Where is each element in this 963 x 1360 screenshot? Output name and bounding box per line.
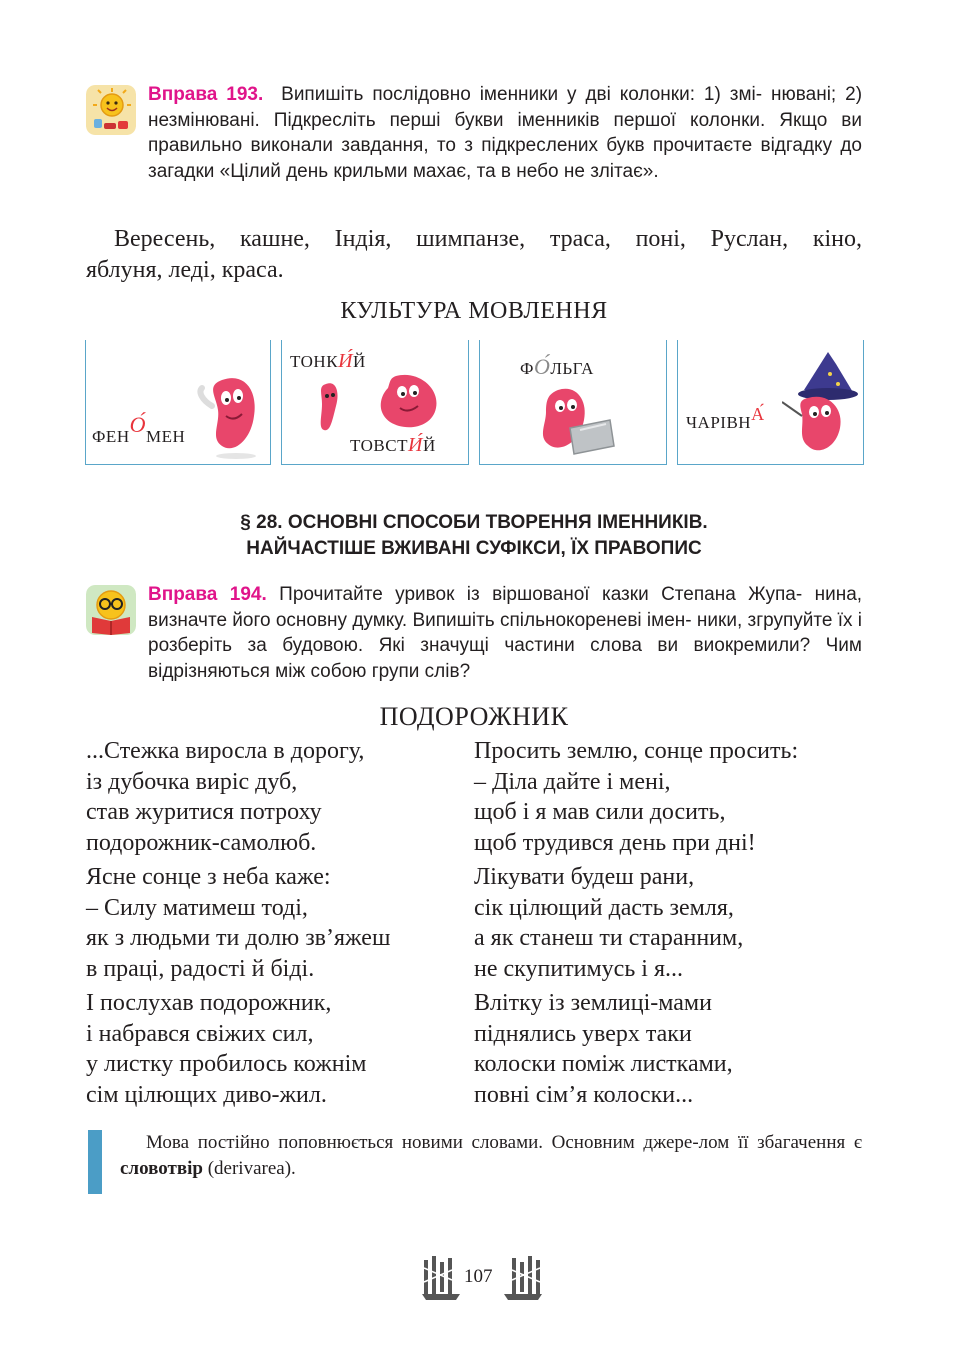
section-heading-line-1: § 28. ОСНОВНІ СПОСОБИ ТВОРЕННЯ ІМЕННИКІВ. <box>240 512 708 533</box>
page-number: 107 <box>464 1266 493 1287</box>
word-part: Ф <box>520 359 534 378</box>
poem-line: піднялись уверх таки <box>474 1020 692 1047</box>
culture-title: КУЛЬТУРА МОВЛЕННЯ <box>340 298 608 324</box>
ornament-right-icon <box>502 1254 544 1300</box>
poem-line: Просить землю, сонце просить: <box>474 738 799 764</box>
exercise-194-label: Вправа 194. <box>148 584 267 605</box>
poem-title: ПОДОРОЖНИК <box>379 702 569 731</box>
word-list-line-1: Вересень, кашне, Індія, шимпанзе, траса, поні, Руслан, кіно, <box>114 226 862 252</box>
poem-line: Ясне сонце з неба каже: <box>86 864 331 890</box>
sun-mascot-icon <box>86 85 136 135</box>
accent-word-tovstyi <box>350 434 436 457</box>
word-part: ЛЬГА <box>550 359 594 378</box>
rule-note <box>88 1130 862 1194</box>
word-part: ФЕН <box>92 427 130 446</box>
poem-line: колоски поміж листками, <box>474 1051 733 1077</box>
culture-panel-3 <box>479 340 667 465</box>
exercise-194-text <box>148 582 862 685</box>
poem-line: – Діла дайте і мені, <box>474 768 671 795</box>
note-accent-bar <box>88 1130 102 1194</box>
poem-line: із дубочка виріс дуб, <box>86 768 298 795</box>
poem-line: а як станеш ти старанним, <box>474 925 744 951</box>
note-text-part: Мова постійно поповнюється новими словами. Основним джере-лом її збагачення є <box>146 1132 862 1153</box>
poem-line: сім цілющих диво-жил. <box>86 1081 327 1108</box>
culture-panel-1 <box>85 340 271 465</box>
exercise-193 <box>148 82 862 185</box>
word-accent: О́ <box>533 354 551 379</box>
exercise-193-line: небо не злітає». <box>516 161 659 183</box>
poem-line: щоб і я мав сили досить, <box>474 799 726 825</box>
word-part: ТОВСТ <box>350 436 408 455</box>
exercise-194-line: ви виокремили? Чим відрізняються між собою групи слів? <box>148 635 862 683</box>
exercise-193-label: Вправа 193. <box>148 84 264 105</box>
accent-word-fenomen <box>92 412 186 448</box>
poem-stanza <box>474 862 798 984</box>
note-text <box>120 1130 862 1182</box>
bean-with-foil-icon <box>536 384 620 460</box>
exercise-194 <box>148 582 862 685</box>
poem-line: ...Стежка виросла в дорогу, <box>86 738 365 764</box>
exercise-194-line: Прочитайте уривок із віршованої казки Степана Жупа- <box>279 584 803 605</box>
poem-left-column <box>86 736 390 1114</box>
poem-line: і набрався свіжих сил, <box>86 1020 314 1047</box>
note-bold-term: словотвір <box>120 1158 203 1179</box>
exercise-193-line: Випишіть послідовно іменники у дві колонки: 1) змі- <box>281 84 763 105</box>
thin-bean-icon <box>312 378 348 438</box>
accent-word-tonkyi <box>290 350 366 373</box>
word-part: МЕН <box>145 427 186 446</box>
poem-line: І послухав подорожник, <box>86 990 332 1016</box>
poem-line: в праці, радості й біді. <box>86 955 315 982</box>
section-heading-line-2: НАЙЧАСТІШЕ ВЖИВАНІ СУФІКСИ, ЇХ ПРАВОПИС <box>246 538 702 559</box>
poem-line: Лікувати будеш рани, <box>474 864 695 890</box>
poem-line: сік цілющий дасть земля, <box>474 894 734 921</box>
word-accent: И́ <box>408 434 423 456</box>
poem-line: щоб трудився день при дні! <box>474 829 756 856</box>
exercise-193-line: колонки. Якщо ви правильно виконали завдання, то з підкреслених <box>148 109 862 157</box>
thick-bean-icon <box>376 370 442 432</box>
word-part: Й <box>353 352 366 371</box>
exercise-193-text <box>148 82 862 185</box>
poem-stanza <box>474 736 798 858</box>
word-list-line-2: яблуня, леді, краса. <box>86 257 284 283</box>
poem-line: Влітку із землиці-мами <box>474 990 712 1016</box>
exercise-194-line: ники, згрупуйте їх і розберіть за будовою. Які значущі частини слова <box>148 609 863 657</box>
note-text-part: (derivarea). <box>202 1158 296 1179</box>
bean-character-icon <box>194 366 270 462</box>
poem-line: як з людьми ти долю зв’яжеш <box>86 925 391 951</box>
word-accent: О́ <box>129 412 146 437</box>
ornament-left-icon <box>420 1254 462 1300</box>
accent-word-charivna <box>686 404 765 433</box>
wizard-bean-icon <box>782 350 862 462</box>
reading-smiley-icon <box>86 585 136 635</box>
poem-line: повні сім’я колоски... <box>474 1081 694 1108</box>
word-accent: И́ <box>338 350 354 372</box>
exercise-193-line: букв прочитаєте відгадку до загадки «Цілий день крильми махає, та в <box>148 135 863 183</box>
culture-panel-2 <box>281 340 469 465</box>
poem-stanza <box>86 736 390 858</box>
accent-word-folha <box>520 354 594 380</box>
word-list <box>86 224 862 286</box>
poem-right-column <box>474 736 798 1114</box>
section-heading <box>86 510 862 562</box>
word-part: ТОНК <box>290 352 339 371</box>
word-part: ЧАРІВН <box>686 413 752 432</box>
poem-stanza <box>86 862 390 984</box>
word-accent: А́ <box>751 404 765 424</box>
poem-line: у листку пробилось кожнім <box>86 1051 367 1077</box>
poem-line: не скупитимусь і я... <box>474 955 683 982</box>
exercise-193-line: нювані; 2) незмінювані. Підкресліть перші букви іменників першої <box>148 84 863 131</box>
poem-line: став журитися потроху <box>86 799 322 825</box>
poem-stanza <box>474 988 798 1110</box>
culture-panel-4 <box>677 340 864 465</box>
poem-stanza <box>86 988 390 1110</box>
poem-line: подорожник-самолюб. <box>86 829 317 856</box>
word-part: Й <box>422 436 436 455</box>
exercise-194-line: нина, визначте його основну думку. Випишіть спільнокореневі імен- <box>148 584 863 631</box>
poem-line: – Силу матимеш тоді, <box>86 894 308 921</box>
